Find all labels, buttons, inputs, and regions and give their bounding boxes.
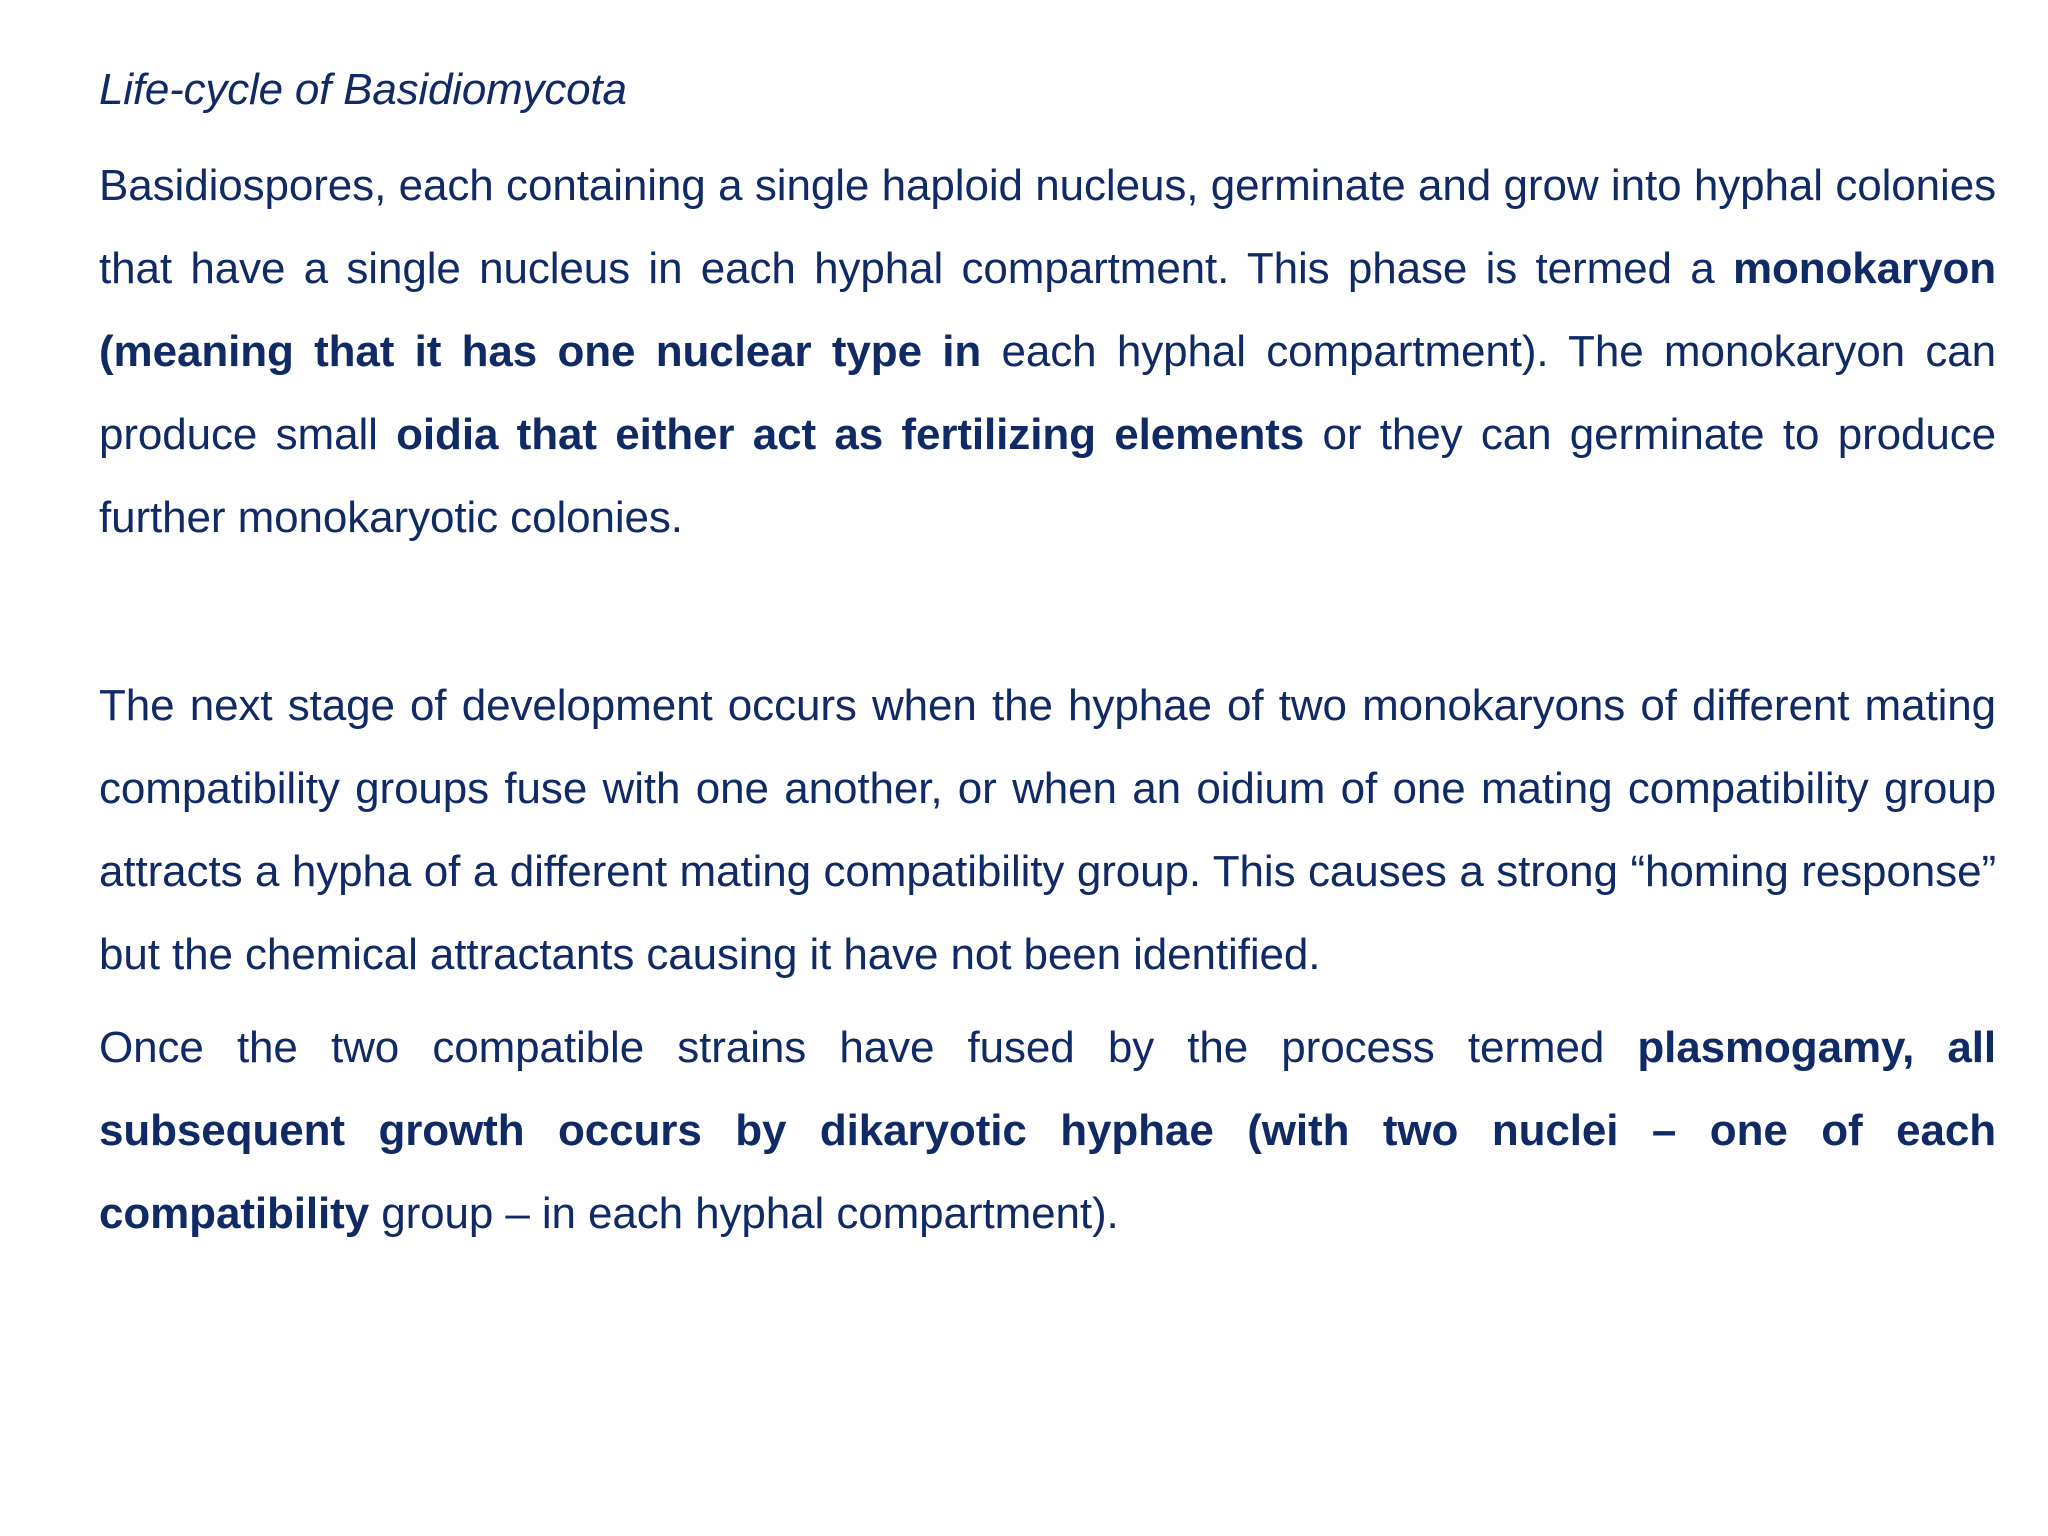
bold-text: oidia that either act as fertilizing elements bbox=[396, 410, 1305, 459]
paragraph-next-stage bbox=[99, 664, 1996, 996]
paragraph-text: or they can germinate to produce further monokaryotic colonies. bbox=[99, 410, 1997, 542]
bold-text: plasmogamy, all subsequent growth occurs by dikaryotic hyphae (with two nuclei – one of each compatibility bbox=[99, 1023, 1996, 1238]
paragraph-text: group – in each hyphal compartment). bbox=[369, 1189, 1119, 1238]
paragraph-plasmogamy bbox=[99, 1006, 1996, 1255]
slide-title: Life-cycle of Basidiomycota bbox=[99, 65, 627, 114]
bold-text: monokaryon (meaning that it has one nuclear type in bbox=[99, 244, 1996, 376]
paragraph-text: Basidiospores, each containing a single haploid nucleus, germinate and grow into hyphal colonies that have a single nucleus in each hyphal compartment. This phase is termed a bbox=[99, 161, 1996, 293]
paragraph-text: Once the two compatible strains have fused by the process termed bbox=[99, 1023, 1638, 1072]
paragraph-text: The next stage of development occurs when the hyphae of two monokaryons of different mating compatibility groups fuse with one another, or when an oidium of one mating compatibility group attracts a hypha of a different mating compatibility group. This causes a strong “homing response” but the chemical attractants causing it have not been identified. bbox=[99, 681, 1996, 979]
paragraph-monokaryon bbox=[99, 144, 1996, 559]
paragraph-text: each hyphal compartment). The monokaryon can produce small bbox=[99, 327, 1996, 459]
